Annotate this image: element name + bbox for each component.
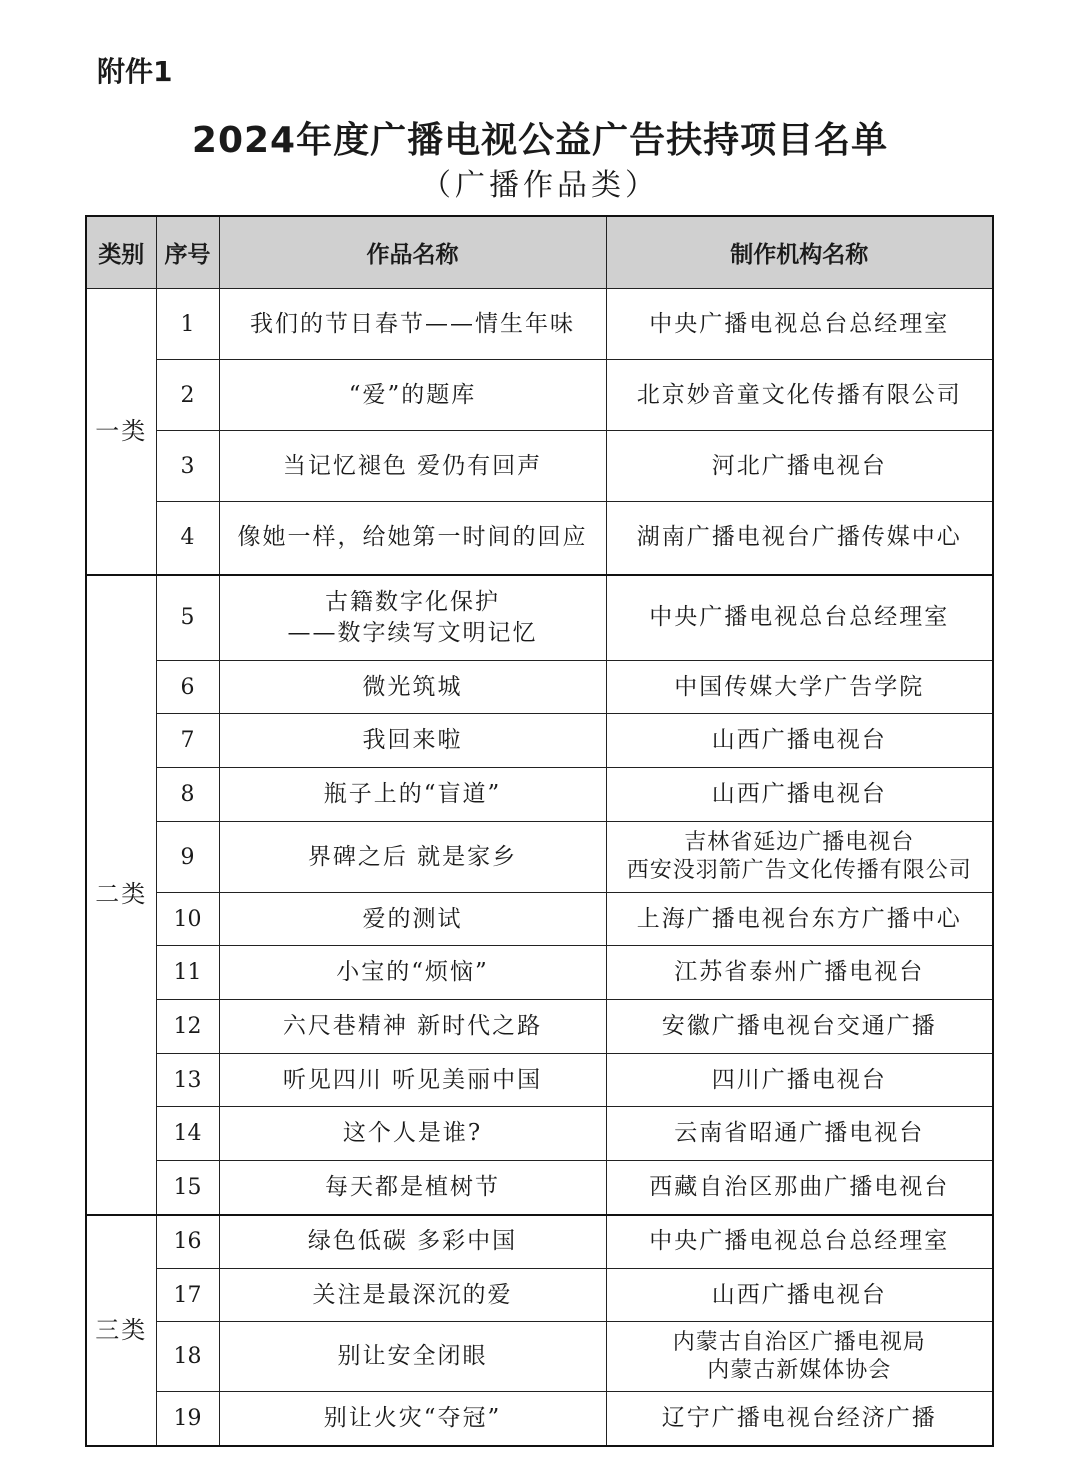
- work-name-line: 小宝的“烦恼”: [336, 959, 489, 985]
- work-name-line: “爱”的题库: [348, 381, 477, 408]
- serial-number-cell: 12: [156, 1000, 219, 1054]
- organization-line: 山西广播电视台: [711, 781, 887, 807]
- organization-line: 西藏自治区那曲广播电视台: [649, 1173, 950, 1200]
- organization-line: 安徽广播电视台交通广播: [661, 1013, 937, 1039]
- organization-line: 中国传媒大学广告学院: [674, 673, 925, 700]
- header-work-name: 作品名称: [219, 216, 606, 289]
- organization-cell: [606, 1054, 993, 1107]
- organization-line: 西安没羽箭广告文化传播有限公司: [626, 858, 972, 883]
- organization-cell: [606, 893, 993, 946]
- serial-number-cell: 8: [156, 768, 219, 822]
- organization-cell: [606, 1161, 993, 1215]
- table-row: [86, 1215, 993, 1269]
- work-name-cell: [219, 289, 606, 360]
- organization-cell: [606, 946, 993, 1000]
- page-subtitle: （广播作品类）: [421, 168, 659, 203]
- table-row: [86, 289, 993, 360]
- organization-line: 内蒙古自治区广播电视局: [672, 1329, 926, 1355]
- table-row: [86, 1322, 993, 1392]
- serial-number-cell: 10: [156, 893, 219, 946]
- work-name-cell: [219, 1322, 606, 1392]
- category-cell: 一类: [86, 289, 156, 575]
- work-name-cell: [219, 946, 606, 1000]
- category-cell: 三类: [86, 1215, 156, 1446]
- table-row: [86, 575, 993, 661]
- table-row: [86, 714, 993, 768]
- organization-line: 内蒙古新媒体协会: [707, 1357, 892, 1383]
- table-row: [86, 1000, 993, 1054]
- table-row: [86, 946, 993, 1000]
- work-name-line: 爱的测试: [362, 905, 463, 932]
- work-name-line: 我们的节日春节——情生年味: [250, 310, 575, 337]
- organization-cell: [606, 289, 993, 360]
- serial-number-cell: 3: [156, 431, 219, 502]
- work-name-cell: [219, 661, 606, 714]
- work-name-cell: [219, 1054, 606, 1107]
- work-name-line: 绿色低碳 多彩中国: [307, 1228, 518, 1255]
- serial-number-cell: 18: [156, 1322, 219, 1392]
- work-name-line: 别让火灾“夺冠”: [323, 1404, 502, 1431]
- work-name-cell: [219, 1269, 606, 1322]
- work-name-cell: [219, 575, 606, 661]
- organization-line: 辽宁广播电视台经济广播: [661, 1404, 937, 1431]
- table-body: [86, 289, 993, 1446]
- work-name-line: 瓶子上的“盲道”: [323, 781, 502, 807]
- organization-cell: [606, 502, 993, 575]
- work-name-line: ——数字续写文明记忆: [287, 619, 538, 646]
- organization-cell: [606, 1392, 993, 1446]
- table-header-row: [86, 216, 993, 289]
- serial-number-cell: 5: [156, 575, 219, 661]
- organization-line: 湖南广播电视台广播传媒中心: [636, 524, 962, 551]
- organization-cell: [606, 575, 993, 661]
- serial-number-cell: 14: [156, 1107, 219, 1161]
- organization-cell: [606, 360, 993, 431]
- work-name-line: 听见四川 听见美丽中国: [282, 1066, 543, 1093]
- work-name-cell: [219, 1215, 606, 1269]
- organization-line: 云南省昭通广播电视台: [674, 1120, 925, 1146]
- table-row: [86, 768, 993, 822]
- serial-number-cell: 4: [156, 502, 219, 575]
- work-name-line: 别让安全闭眼: [337, 1343, 488, 1369]
- organization-cell: [606, 1269, 993, 1322]
- work-name-cell: [219, 1000, 606, 1054]
- work-name-line: 每天都是植树节: [325, 1173, 500, 1200]
- work-name-line: 我回来啦: [362, 727, 463, 753]
- serial-number-cell: 1: [156, 289, 219, 360]
- attachment-label: 附件1: [97, 55, 173, 88]
- page-title: 2024年度广播电视公益广告扶持项目名单: [191, 120, 889, 161]
- table-row: [86, 1269, 993, 1322]
- table-row: [86, 502, 993, 575]
- table-row: [86, 1107, 993, 1161]
- organization-line: 山西广播电视台: [711, 727, 887, 753]
- project-list-table: [85, 215, 994, 1447]
- header-organization: 制作机构名称: [606, 216, 993, 289]
- work-name-line: 古籍数字化保护: [325, 588, 500, 615]
- organization-cell: [606, 822, 993, 893]
- organization-cell: [606, 431, 993, 502]
- work-name-line: 这个人是谁?: [342, 1120, 483, 1146]
- organization-cell: [606, 714, 993, 768]
- organization-cell: [606, 768, 993, 822]
- work-name-line: 关注是最深沉的爱: [312, 1281, 513, 1308]
- work-name-cell: [219, 1107, 606, 1161]
- organization-line: 中央广播电视总台总经理室: [649, 1228, 950, 1255]
- organization-cell: [606, 1215, 993, 1269]
- table-row: [86, 360, 993, 431]
- serial-number-cell: 11: [156, 946, 219, 1000]
- work-name-cell: [219, 502, 606, 575]
- work-name-cell: [219, 768, 606, 822]
- serial-number-cell: 13: [156, 1054, 219, 1107]
- header-number: 序号: [156, 216, 219, 289]
- table-row: [86, 1161, 993, 1215]
- organization-line: 上海广播电视台东方广播中心: [636, 905, 962, 932]
- serial-number-cell: 7: [156, 714, 219, 768]
- work-name-cell: [219, 360, 606, 431]
- serial-number-cell: 6: [156, 661, 219, 714]
- category-cell: 二类: [86, 575, 156, 1215]
- work-name-line: 微光筑城: [362, 673, 463, 700]
- work-name-cell: [219, 1392, 606, 1446]
- serial-number-cell: 19: [156, 1392, 219, 1446]
- table-row: [86, 1054, 993, 1107]
- work-name-line: 像她一样，给她第一时间的回应: [237, 524, 588, 551]
- organization-line: 吉林省延边广播电视台: [684, 830, 915, 855]
- organization-cell: [606, 1000, 993, 1054]
- work-name-line: 当记忆褪色 爱仍有回声: [282, 452, 543, 479]
- organization-line: 四川广播电视台: [711, 1066, 887, 1093]
- serial-number-cell: 2: [156, 360, 219, 431]
- work-name-line: 界碑之后 就是家乡: [307, 843, 518, 870]
- organization-line: 江苏省泰州广播电视台: [674, 959, 925, 985]
- organization-line: 山西广播电视台: [711, 1281, 887, 1308]
- organization-line: 中央广播电视总台总经理室: [649, 604, 950, 631]
- table-row: [86, 1392, 993, 1446]
- table-row: [86, 822, 993, 893]
- serial-number-cell: 9: [156, 822, 219, 893]
- table-row: [86, 893, 993, 946]
- work-name-cell: [219, 893, 606, 946]
- serial-number-cell: 16: [156, 1215, 219, 1269]
- organization-cell: [606, 661, 993, 714]
- organization-line: 河北广播电视台: [711, 452, 887, 479]
- header-category: 类别: [86, 216, 156, 289]
- table-row: [86, 431, 993, 502]
- organization-cell: [606, 1107, 993, 1161]
- table-row: [86, 661, 993, 714]
- organization-line: 北京妙音童文化传播有限公司: [636, 381, 962, 408]
- organization-cell: [606, 1322, 993, 1392]
- serial-number-cell: 15: [156, 1161, 219, 1215]
- organization-line: 中央广播电视总台总经理室: [649, 310, 950, 337]
- work-name-cell: [219, 1161, 606, 1215]
- work-name-cell: [219, 714, 606, 768]
- work-name-cell: [219, 822, 606, 893]
- serial-number-cell: 17: [156, 1269, 219, 1322]
- work-name-line: 六尺巷精神 新时代之路: [282, 1013, 543, 1039]
- work-name-cell: [219, 431, 606, 502]
